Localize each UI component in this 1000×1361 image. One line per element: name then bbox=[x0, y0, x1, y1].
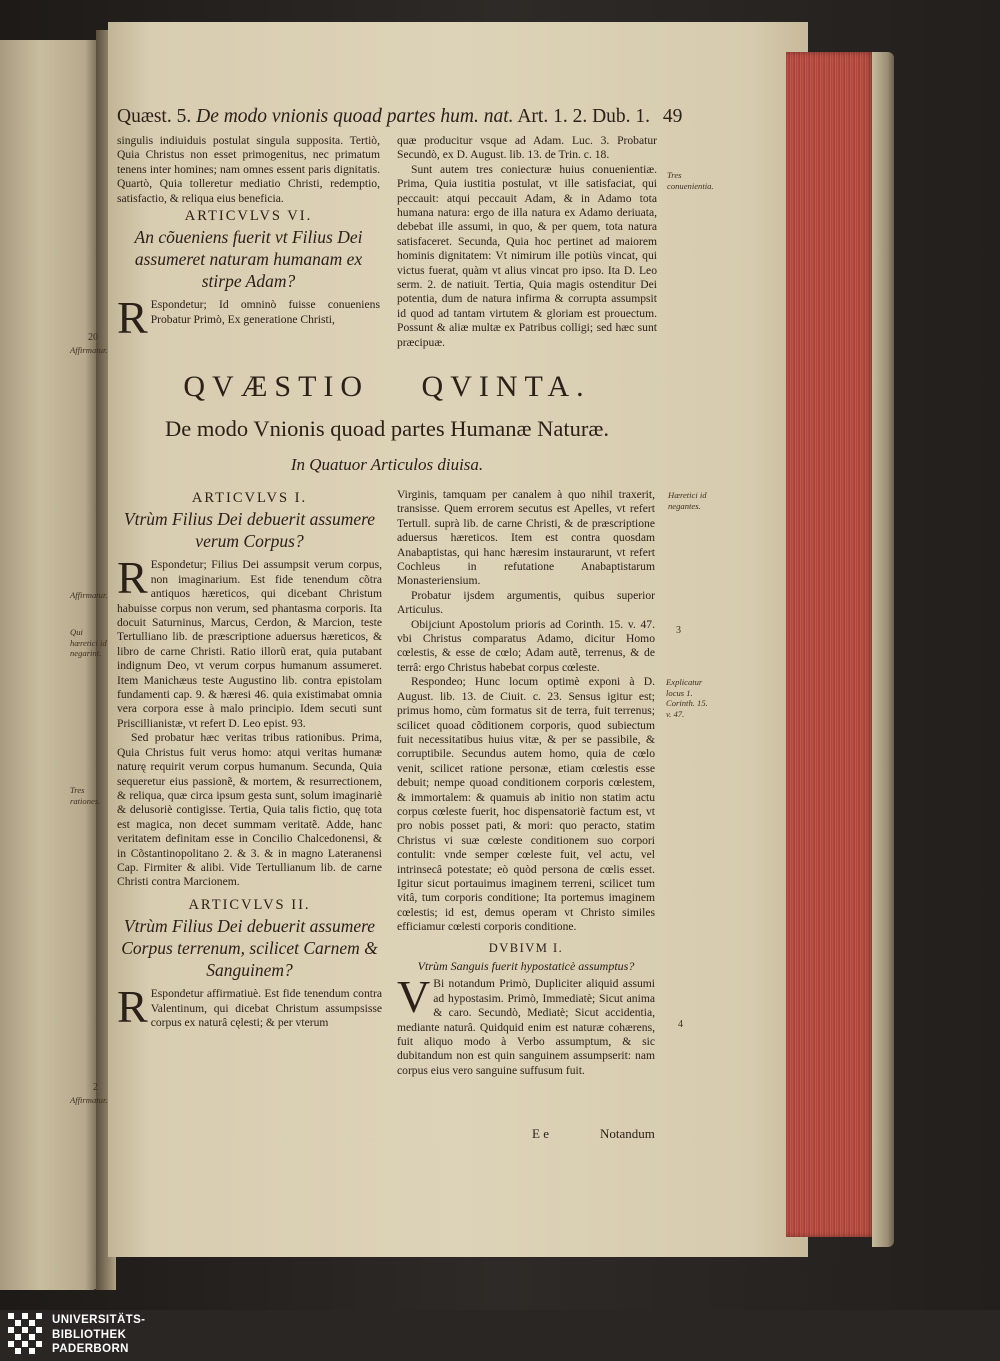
library-line: BIBLIOTHEK bbox=[52, 1328, 127, 1341]
quaestio-division: In Quatuor Articulos diuisa. bbox=[290, 455, 484, 474]
margin-note: Affirmatur. bbox=[70, 1095, 108, 1105]
article-2-heading: ARTICVLVS II. bbox=[188, 896, 311, 913]
margin-note: Tres conuenientia. bbox=[667, 170, 714, 191]
paragraph: Sed probatur hæc veritas tribus rationibus. Prima, Quia Christus fuit verus homo: atqui veritas humanæ naturę requirit verum corpus humanum. Secunda, Quia sequeretur eius passionẽ, & mortem, & resurrectionem, & reliqua, quæ circa ipsum gesta sunt, solum imaginariè & delusoriè contigisse. Tertia, Quia talis fictio, quę tota est magica, non decet summam veritatẽ. Adde, hanc veritatem definitam esse in Concilio Chalcedonensi, & in Cõstantinopolitano 2. & 3. & in magno Lateranensi Cap. Firmiter & alibi. Vide Tertullianum lib. de carne Christi contra Marcionem. bbox=[117, 731, 382, 889]
page-number: 49 bbox=[662, 106, 683, 127]
article-1-heading: ARTICVLVS I. bbox=[191, 490, 308, 506]
header-prefix: Quæst. 5. bbox=[117, 106, 192, 127]
paragraph: Respondeo; Hunc locum optimè exponi à D. August. lib. 13. de Ciuit. c. 23. Sensus igitur est; primus homo, cùm formatus sit de terra, fuit terrenus; scilicet quoad cõditionem corporis, quod subiectum fuit necessitatibus huius vitæ, & per se passibile, & corruptibile. Secundus autem homo, quia de cœlo venit, scilicet ratione personæ, etiam cœlestis esse debuit; nempe quoad conditionem corporis cœlestem, & immortalem: & quamuis ab initio non statim actu corpus cœleste fuerit, hoc dispensatoriè factum est, vt pro nobis posset pati, & mori: quo peracto, statim Christus vi suæ cœleste conditionem suo corpori contulit: vnde semper cœleste fuit, vel actu, vel intrinsecâ potestate; eò quòd persona de cœlis esset. Igitur sicut portauimus imaginem terreni, scilicet tum vitâ, tum corporis conditione; Ita portemus imaginem cœlestis; id est, demus operam vt Christo similes efficiamur cœlesti corporis conditione. bbox=[397, 675, 655, 934]
article-6-question: An cõueniens fuerit vt Filius Dei assumeret naturam humanam ex stirpe Adam? bbox=[134, 227, 363, 292]
library-name bbox=[52, 1313, 145, 1357]
paragraph: Sunt autem tres coniecturæ huius conuenientiæ. Prima, Quia iustitia postulat, vt ille satisfaciat, qui peccauit: atqui peccauit Adam, & in Adamo tota humana natura: ergo de illa natura ex Adamo deriuata, debebat ille assumi, in quo, & per quem, tota natura satisfaceret. Secunda, Quia hoc pertinet ad maiorem hominis dignitatem: Vt nimirum ille potiùs vincat, qui victus fuerat, quàm vt alius vincat pro ipso. Ita D. Leo serm. 2. de natiuit. Tertia, Quia magis ostenditur Dei potentia, dum de natura infirma & corrupta assumpsit id quod ad tantam virtutem & gloriam est prouectum. Possunt & aliæ multæ ex Patribus colligi; sed hæc sunt præcipuæ. bbox=[397, 162, 657, 349]
drop-cap: R bbox=[117, 292, 148, 344]
right-column bbox=[397, 488, 655, 1078]
page-edge-end bbox=[872, 52, 894, 1247]
margin-note: Explicatur locus 1. Corinth. 15. v. 47. bbox=[666, 677, 708, 719]
paragraph: Espondetur; Id omninò fuisse conueniens Probatur Primò, Ex generatione Christi, bbox=[150, 298, 380, 326]
signature-mark: E e bbox=[532, 1126, 549, 1141]
margin-number: 3 bbox=[676, 625, 681, 636]
paragraph: Espondetur; Filius Dei assumpsit verum corpus, non imaginarium. Est fide tenendum cõtra antiquos hæreticos, qui dicebant Christum habuisse corpus non verum, sed phantasma corporis. Ita docuit Saturninus, Marcus, Cerdon, & Marcion, teste Tertulliano lib. de præscriptione aduersus hæreticos, & libro de carne Christi. Ratio illorũ erat, quia putabant indignum Deo, vt verum corpus humanum assumeret. Item Manichæus teste Augustino lib. contra epistolam fundamenti cap. 9. & hæresi 46. quia existimabat omnia vera corpora esse à malo principio. Idem secuti sunt Priscillianistæ, vt refert D. Leo epist. 93. bbox=[117, 558, 382, 730]
red-page-edges bbox=[786, 52, 874, 1237]
margin-note: Tres rationes. bbox=[70, 785, 101, 806]
library-line: UNIVERSITÄTS- bbox=[52, 1314, 146, 1326]
footer-bar bbox=[0, 1310, 1000, 1361]
drop-cap: R bbox=[117, 981, 148, 1033]
margin-number: 2 bbox=[93, 1082, 98, 1093]
paragraph: Bi notandum Primò, Dupliciter aliquid assumi ad hypostasim. Primò, Immediatè; Sicut anima & caro. Secundò, Mediatè; Sicut accidentia, mediante naturâ. Quidquid enim est naturæ cohærens, fuit aliquo modo à Verbo assumptum, & sic dubitandum non est quin sanguinem assumpserit: nam corpus eius vero sanguine suffusum fuit. bbox=[397, 977, 655, 1077]
paragraph: singulis indiuiduis postulat singula supposita. Tertiò, Quia Christus non esset primogenitus, nec primatum tenens inter homines; nam omnes essent paris dignitatis. Quartò, Quia tolleretur mediatio Christi, redemptio, satisfactio, & reliqua eius beneficia. bbox=[117, 134, 380, 205]
paragraph: Espondetur affirmatiuè. Est fide tenendum contra Valentinum, qui dicebat Christum assumpsisse corpus ex naturâ cęlesti; & per vterum bbox=[150, 987, 382, 1029]
header-title: De modo vnionis quoad partes hum. nat. bbox=[196, 106, 514, 127]
library-logo-icon bbox=[8, 1313, 42, 1357]
library-line: PADERBORN bbox=[52, 1343, 129, 1355]
quaestio-title: QVÆSTIO QVINTA. bbox=[183, 370, 591, 403]
paragraph: quæ producitur vsque ad Adam. Luc. 3. Probatur Secundò, ex D. August. lib. 13. de Trin. c. 18. bbox=[397, 134, 657, 162]
margin-number: 20 bbox=[88, 332, 98, 343]
top-left-column bbox=[117, 134, 380, 344]
top-right-column bbox=[397, 134, 657, 350]
quaestio-subtitle: De modo Vnionis quoad partes Humanæ Naturæ. bbox=[165, 416, 609, 441]
margin-note: Affirmatur. bbox=[70, 345, 108, 355]
dubium-question: Vtrùm Sanguis fuerit hypostaticè assumptus? bbox=[417, 959, 635, 973]
catchword: Notandum bbox=[600, 1126, 655, 1141]
drop-cap: V bbox=[397, 971, 431, 1023]
paragraph: Virginis, tamquam per canalem à quo nihil traxerit, transisse. Quem errorem secutus est Apelles, vt refert Tertull. suprà lib. de carne Christi, & de præscriptione aduersus hæreticos. Item est contra quosdam Anabaptistas, qui hanc hæresim instaurarunt, vt refert Cochleus in refutatione Anabaptistarum Monasteriensium. bbox=[397, 488, 655, 588]
margin-note: Affirmatur. bbox=[70, 590, 108, 600]
article-2-question: Vtrùm Filius Dei debuerit assumere Corpus terrenum, scilicet Carnem & Sanguinem? bbox=[121, 916, 378, 981]
paragraph: Probatur ijsdem argumentis, quibus superior Articulus. bbox=[397, 588, 655, 617]
header-ref: Art. 1. 2. Dub. 1. bbox=[517, 106, 651, 127]
paragraph: Obijciunt Apostolum prioris ad Corinth. 15. v. 47. vbi Christus comparatus Adamo, dicitur Homo cœlestis, & esse de cœlo; Adam autẽ, terrenus, & de terrâ: ergo Christus habebat corpus cœleste. bbox=[397, 617, 655, 674]
running-header bbox=[117, 106, 683, 128]
margin-note: Hæretici id negantes. bbox=[668, 490, 707, 511]
article-6-heading: ARTICVLVS VI. bbox=[184, 208, 313, 225]
article-1-question: Vtrùm Filius Dei debuerit assumere verum Corpus? bbox=[123, 509, 376, 552]
margin-note: Qui hæretici id negarint. bbox=[70, 627, 107, 658]
left-column bbox=[117, 488, 382, 1033]
margin-number: 4 bbox=[678, 1019, 683, 1030]
drop-cap: R bbox=[117, 552, 148, 604]
dubium-heading: DVBIVM I. bbox=[488, 940, 564, 955]
